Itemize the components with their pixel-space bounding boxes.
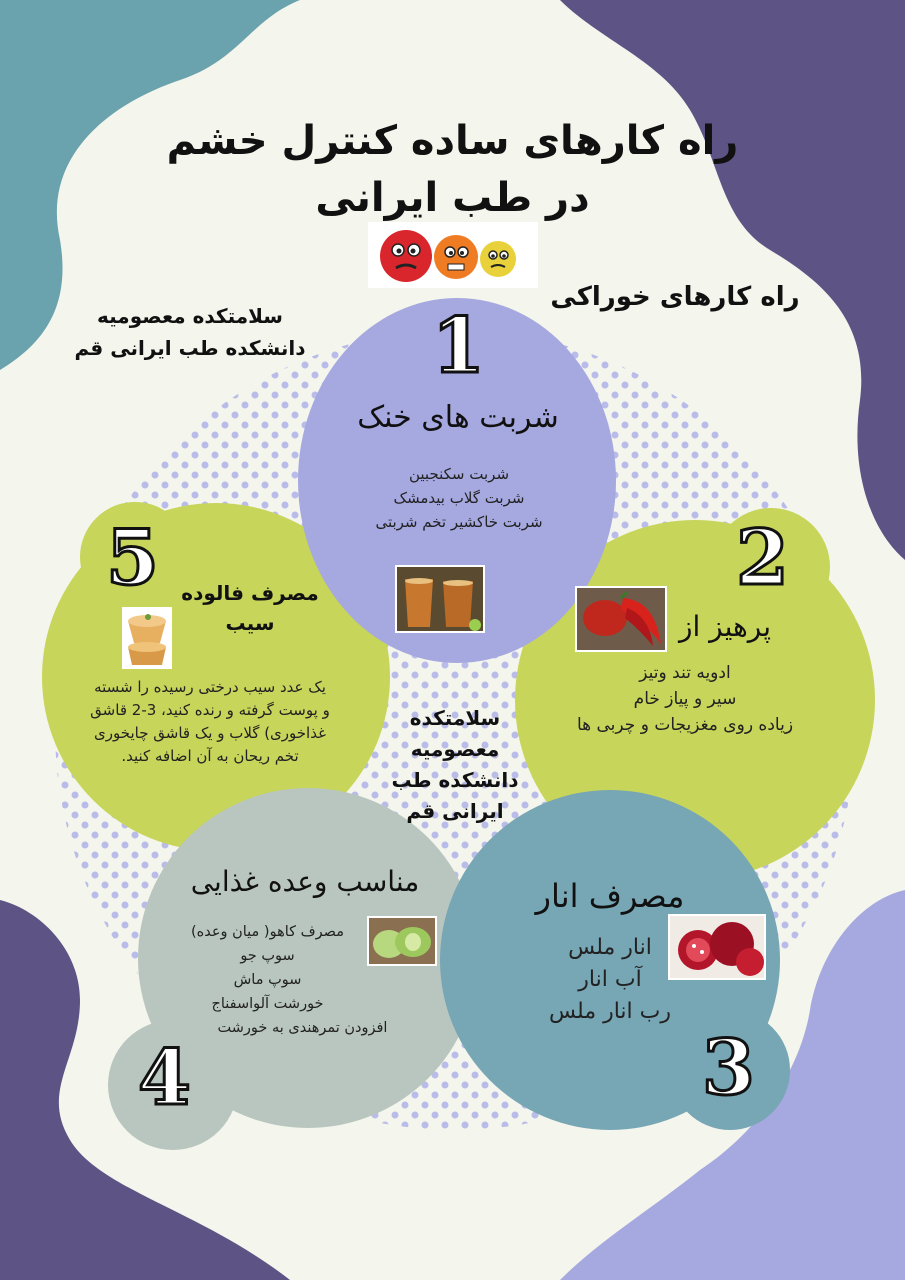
card-1-title: شربت های خنک [357, 400, 559, 435]
subtitle: راه کارهای خوراکی [550, 282, 800, 312]
card-4-item: سوپ جو [240, 948, 295, 964]
institution-block [40, 300, 340, 364]
card-1-item: شربت گلاب بیدمشک [393, 489, 525, 507]
card-5-title-line: سیب [225, 611, 275, 635]
card-5-title-line: مصرف فالوده [181, 581, 319, 605]
card-2-item: زیاده روی مغزیجات و چربی ها [576, 715, 794, 735]
card-4-item: افزودن تمرهندی به خورشت [217, 1020, 388, 1036]
card-4-item: خورشت آلواسفناج [211, 996, 324, 1012]
card-1-list [330, 462, 588, 534]
center-text-line: ایرانی قم [406, 799, 504, 823]
card-3-list [520, 932, 700, 1028]
center-institution-text [365, 703, 545, 827]
card-5-body-line: غذاخوری) گلاب و یک قاشق چایخوری [94, 724, 326, 742]
card-3-item: انار ملس [568, 935, 652, 960]
card-3-item: آب انار [578, 967, 642, 992]
card-4-list [170, 920, 365, 1016]
card-2-list [545, 660, 825, 738]
red-pepper-photo [575, 586, 667, 652]
card-5-body-line: یک عدد سیب درختی رسیده را شسته [94, 678, 326, 696]
card-4-number: 4 [138, 1033, 191, 1122]
center-text-line: معصومیه [410, 737, 500, 761]
card-2-item: ادویه تند وتیز [639, 663, 731, 683]
title-line-2: در طب ایرانی [315, 175, 590, 221]
lettuce-photo [367, 916, 437, 966]
card-2-number: 2 [736, 513, 789, 602]
card-1-number: 1 [432, 301, 485, 390]
card-5-body-line: و پوست گرفته و رنده کنید، 3-2 قاشق [90, 701, 330, 719]
card-1-item: شربت سکنجبین [408, 465, 510, 483]
card-5-number: 5 [106, 513, 159, 602]
card-4-title: مناسب وعده غذایی [190, 865, 420, 898]
card-5-body [62, 676, 358, 768]
drink-glasses-photo [395, 565, 485, 633]
institution-line-2: دانشکده طب ایرانی قم [74, 336, 306, 360]
apple-dessert-photo [122, 607, 172, 669]
card-4-item: سوپ ماش [233, 972, 302, 988]
center-text-line: دانشکده طب [391, 768, 519, 792]
card-1-item: شربت خاکشیر تخم شربتی [375, 513, 543, 531]
card-3-number: 3 [702, 1023, 755, 1112]
card-5-body-line: تخم ریحان به آن اضافه کنید. [121, 747, 299, 765]
card-3-title: مصرف انار [535, 877, 685, 915]
center-text-line: سلامتکده [409, 706, 501, 730]
card-3-item: رب انار ملس [549, 999, 671, 1024]
institution-line-1: سلامتکده معصومیه [97, 304, 283, 328]
card-5-title [160, 578, 340, 638]
title-line-1: راه کارهای ساده کنترل خشم [166, 118, 739, 164]
card-4-item: مصرف کاهو( میان وعده) [190, 924, 345, 940]
angry-fruits-logo [368, 222, 538, 288]
card-2-item: سیر و پیاز خام [633, 689, 737, 709]
card-2-title: پرهیز از [678, 610, 772, 643]
